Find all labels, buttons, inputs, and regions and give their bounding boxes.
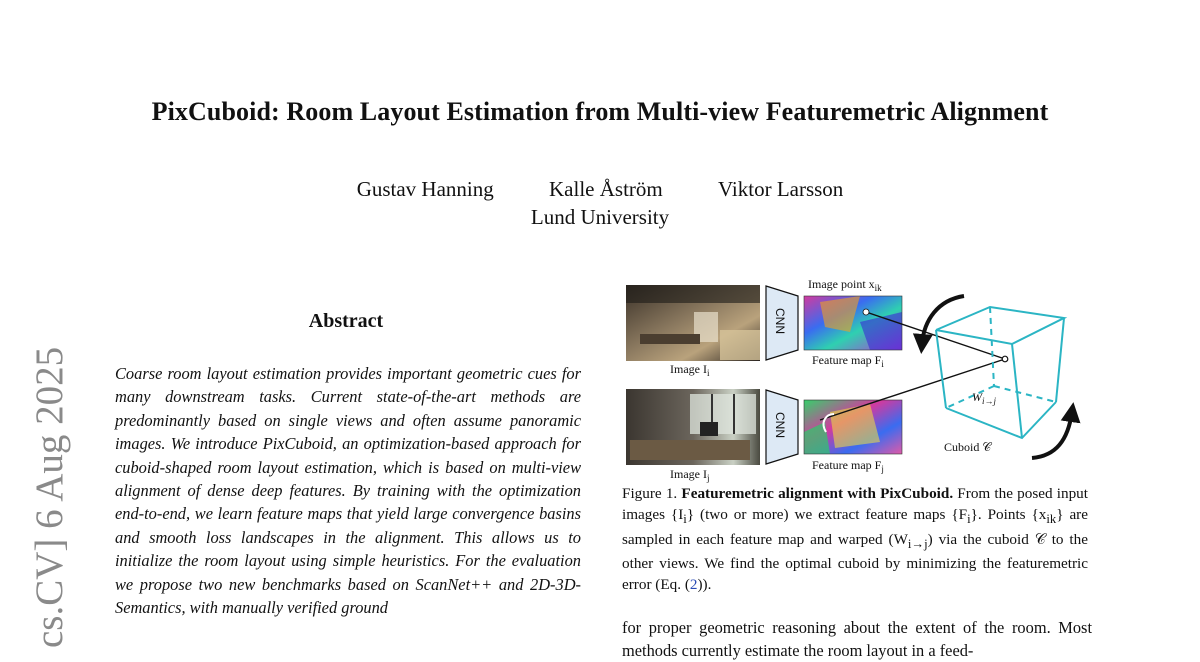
cuboid-point — [1002, 356, 1008, 362]
caption-text: }. Points {x — [970, 505, 1047, 523]
input-image-i — [626, 285, 760, 361]
abstract-text: Coarse room layout estimation provides important geometric cues for many downstream tasks. Current state-of-the-art methods are predominantly based on single views and often assume panoramic images. We introduce PixCuboid, an optimization-based approach for cuboid-shaped room layout estimation, which is based on multi-view alignment of dense deep features. By training with the optimization end-to-end, we learn feature maps that yield large convergence basins and smooth loss landscapes in the alignment. This allows us to initialize the room layout using simple heuristics. For the evaluation we propose two new benchmarks based on ScanNet++ and 2D-3D-Semantics, with manually verified ground — [115, 364, 581, 618]
caption-text: From the posed input images {I — [622, 485, 1088, 523]
author-name: Gustav Hanning — [356, 177, 494, 201]
image-point-label: Image point $x_{ik}$ — [808, 277, 882, 293]
affiliation: Lund University — [530, 205, 670, 229]
image-i-label: Image $I_i$ — [670, 362, 710, 378]
caption-text: ) via the cuboid 𝒞 to the other views. We find the optimal cuboid by minimizing the featuremetric error (Eq. ( — [622, 530, 1088, 594]
caption-text: )). — [697, 576, 712, 594]
feature-map-j — [804, 400, 902, 454]
warp-label: $W_{i\to j}$ — [972, 390, 997, 406]
body-text: for proper geometric reasoning about the extent of the room. Most methods currently estimate the room layout in a feed- — [622, 618, 1092, 660]
cuboid-label: Cuboid 𝒞 — [944, 440, 992, 454]
author-list — [0, 177, 1200, 202]
caption-bold: Featuremetric alignment with PixCuboid. — [681, 485, 954, 502]
abstract-heading: Abstract — [308, 310, 384, 332]
input-image-j — [626, 389, 760, 465]
caption-sub: i→j — [907, 536, 928, 551]
caption-text: } are sampled in each feature map and warped (W — [622, 505, 1088, 548]
paper-title: PixCuboid: Room Layout Estimation from Multi-view Featuremetric Alignment — [151, 97, 1049, 126]
caption-sub: i — [967, 511, 971, 526]
cuboid-wireframe — [936, 307, 1064, 438]
caption-text: } (two or more) we extract feature maps {F — [686, 505, 968, 523]
cnn-block-j — [766, 390, 798, 464]
author-name: Viktor Larsson — [718, 177, 844, 201]
figure-1 — [620, 272, 1090, 484]
equation-ref-link[interactable]: 2 — [689, 576, 698, 594]
feature-map-i-label: Feature map $F_i$ — [812, 353, 884, 369]
cnn-label: CNN — [773, 308, 787, 334]
caption-prefix: Figure 1. — [622, 485, 682, 502]
caption-sub: i — [683, 511, 687, 526]
feature-map-i — [804, 296, 902, 350]
image-j-label: Image $I_j$ — [670, 467, 710, 483]
cnn-label: CNN — [773, 412, 787, 438]
arxiv-stamp: cs.CV] 6 Aug 2025 — [28, 346, 71, 648]
image-point-marker — [863, 309, 869, 315]
author-name: Kalle Åström — [549, 177, 663, 201]
cnn-block-i — [766, 286, 798, 360]
feature-map-j-label: Feature map $F_j$ — [812, 458, 884, 474]
rotation-arrow-icon — [1032, 412, 1072, 458]
figure-caption — [622, 484, 1088, 596]
caption-sub: ik — [1046, 511, 1057, 526]
